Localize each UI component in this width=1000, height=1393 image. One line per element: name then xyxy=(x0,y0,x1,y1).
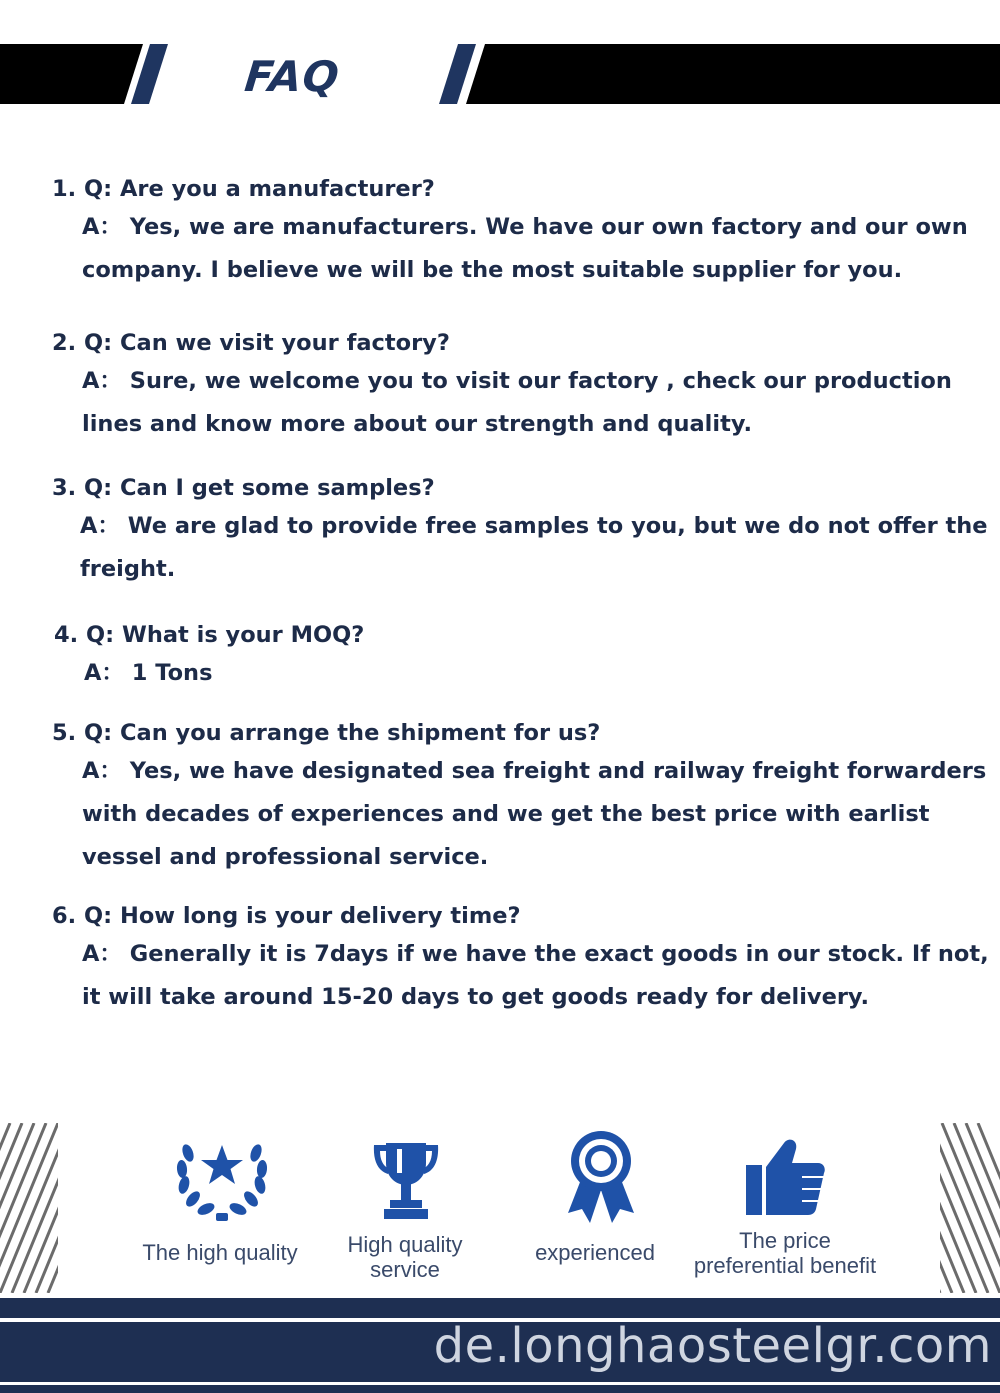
page-title: FAQ xyxy=(242,52,343,101)
website-url: de.longhaosteelgr.com xyxy=(433,1318,992,1374)
faq-question: 3. Q: Can I get some samples? xyxy=(52,475,435,501)
feature-label-price: The price preferential benefit xyxy=(693,1228,877,1278)
footer-band-top xyxy=(0,1298,1000,1318)
left-stripes-decoration xyxy=(0,1123,58,1293)
faq-item-2 xyxy=(52,328,972,446)
faq-answer: A： 1 Tons xyxy=(84,660,213,686)
feature-label-experienced: experienced xyxy=(535,1240,655,1265)
faq-answer: A： We are glad to provide free samples to you, but we do not offer the freight. xyxy=(80,513,988,582)
faq-item-6 xyxy=(52,901,989,1019)
faq-item-1 xyxy=(52,174,972,292)
right-stripes-decoration xyxy=(940,1123,1000,1293)
features-strip xyxy=(0,1115,1000,1295)
faq-question: 5. Q: Can you arrange the shipment for us? xyxy=(52,720,601,746)
laurel-star-icon xyxy=(170,1133,274,1225)
header-banner xyxy=(0,0,1000,110)
faq-question: 6. Q: How long is your delivery time? xyxy=(52,903,521,929)
faq-question: 2. Q: Can we visit your factory? xyxy=(52,330,450,356)
award-ribbon-icon xyxy=(562,1129,640,1225)
trophy-icon xyxy=(368,1137,444,1223)
feature-label-high-quality: The high quality xyxy=(142,1240,298,1265)
footer-divider xyxy=(0,1382,1000,1385)
faq-item-5 xyxy=(52,718,987,879)
faq-answer: A： Yes, we have designated sea freight and railway freight forwarders with decades of experiences and we get the best price with earlist vessel and professional service. xyxy=(82,758,987,870)
faq-question: 1. Q: Are you a manufacturer? xyxy=(52,176,435,202)
faq-item-4 xyxy=(54,620,974,695)
faq-question: 4. Q: What is your MOQ? xyxy=(54,622,365,648)
faq-answer: A： Generally it is 7days if we have the exact goods in our stock. If not, it will take around 15-20 days to get goods ready for delivery. xyxy=(82,941,989,1010)
faq-item-3 xyxy=(52,473,988,591)
faq-answer: A： Yes, we are manufacturers. We have our own factory and our own company. I believe we will be the most suitable supplier for you. xyxy=(82,214,968,283)
faq-answer: A： Sure, we welcome you to visit our factory , check our production lines and know more about our strength and quality. xyxy=(82,368,952,437)
feature-label-service: High quality service xyxy=(347,1232,463,1282)
thumbs-up-icon xyxy=(742,1135,826,1219)
